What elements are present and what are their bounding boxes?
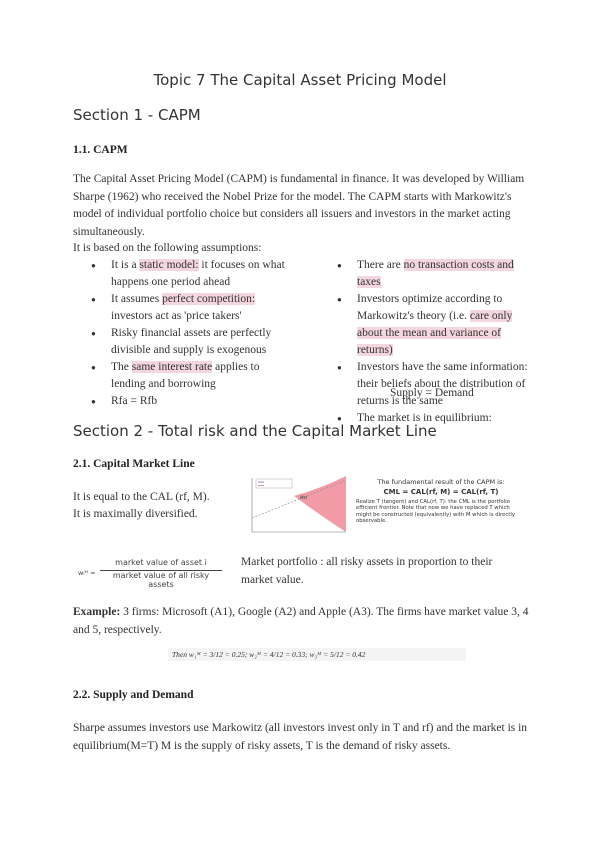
assumptions-left-list: [91, 257, 291, 410]
assumption-item: [337, 291, 537, 359]
assumption-text: Investors optimize according to Markowitz's theory (i.e.: [357, 293, 503, 322]
assumption-text: There are: [357, 259, 404, 271]
assumption-text: It assumes: [111, 293, 163, 305]
assumption-text: it focuses on what happens one period ahead: [111, 259, 285, 288]
assumption-item: [91, 359, 291, 393]
assumption-text: Rfa = Rfb: [111, 395, 158, 407]
page-title: Topic 7 The Capital Asset Pricing Model: [153, 71, 447, 89]
assumption-highlight: static model:: [139, 259, 199, 271]
assumption-highlight: no transaction costs and taxes: [357, 259, 514, 288]
capm-paragraph: The Capital Asset Pricing Model (CAPM) is fundamental in finance. It was developed by William Sharpe (1962) who received the Nobel Prize for the model. The CAPM starts with Markowitz's model of individual portfolio choice but considers all issuers and investors in the market acting simultaneously.: [73, 173, 525, 238]
figure-point-label: Mkt: [300, 495, 308, 500]
efficient-frontier-region: [294, 476, 346, 532]
assumptions-intro: It is based on the following assumptions:: [73, 242, 262, 254]
assumption-highlight: perfect competition:: [162, 293, 256, 305]
assumption-item: [337, 257, 537, 291]
assumption-highlight: same interest rate: [131, 361, 213, 373]
weight-lhs: wᵢᴹ =: [78, 569, 96, 577]
figure-caption-2: CML = CAL(rf, M) = CAL(rf, T): [383, 488, 499, 496]
assumption-item: [91, 291, 291, 325]
supply-demand-paragraph: Sharpe assumes investors use Markowitz (all investors invest only in T and rf) and the market is in equilibrium(M=T) M is the supply of risky assets, T is the demand of risky assets.: [73, 722, 528, 752]
section2-heading: Section 2 - Total risk and the Capital Market Line: [73, 422, 437, 440]
section1-heading: Section 1 - CAPM: [73, 106, 201, 124]
supply-demand: Supply = Demand: [390, 387, 474, 399]
example-paragraph: [73, 604, 533, 639]
example-label: Example:: [73, 606, 121, 618]
cml-line-2: It is maximally diversified.: [73, 508, 198, 520]
market-portfolio-text: Market portfolio : all risky assets in proportion to their market value.: [241, 556, 493, 586]
assumption-item: [91, 257, 291, 291]
assumption-text: Risky financial assets are perfectly divisible and supply is exogenous: [111, 327, 272, 356]
cml-figure: [244, 474, 348, 536]
assumption-item: [91, 393, 291, 410]
assumption-text: investors act as 'price takers': [111, 310, 242, 322]
section2-subheading-cml: 2.1. Capital Market Line: [73, 458, 195, 470]
figure-caption-1: The fundamental result of the CAPM is:: [377, 478, 505, 486]
weight-numerator: market value of asset i: [115, 558, 207, 567]
assumption-item: [91, 325, 291, 359]
section2-subheading-supply: 2.2. Supply and Demand: [73, 689, 194, 701]
assumption-text: It is a: [111, 259, 140, 271]
assumption-highlight: care only about the mean and variance of returns): [357, 310, 513, 356]
assumption-text: The: [111, 361, 132, 373]
example-text: 3 firms: Microsoft (A1), Google (A2) and Apple (A3). The firms have market value 3, 4 and 5, respectively.: [73, 606, 529, 636]
assumption-text: Investors have the same information: their beliefs about the distribution of returns is the same: [357, 361, 528, 407]
cml-line-1: It is equal to the CAL (rf, M).: [73, 491, 210, 503]
assumption-text: The market is in equilibrium:: [357, 412, 492, 424]
assumption-text: applies to lending and borrowing: [111, 361, 260, 390]
weight-denominator: market value of all risky assets: [112, 571, 210, 589]
section1-subheading: 1.1. CAPM: [73, 144, 128, 156]
figure-legend-box: [256, 479, 292, 488]
example-equation: Then w₁ᴹ = 3/12 = 0.25; w₂ᴹ = 4/12 = 0.33; w₃ᴹ = 5/12 = 0.42: [168, 648, 466, 661]
figure-caption-3: Realize T (tangent) and CAL(rf, T): the CML is the portfolio efficient frontier. Note that now we have replaced T which might be constructed (equivalently) with M which is directly observable.: [356, 499, 515, 525]
